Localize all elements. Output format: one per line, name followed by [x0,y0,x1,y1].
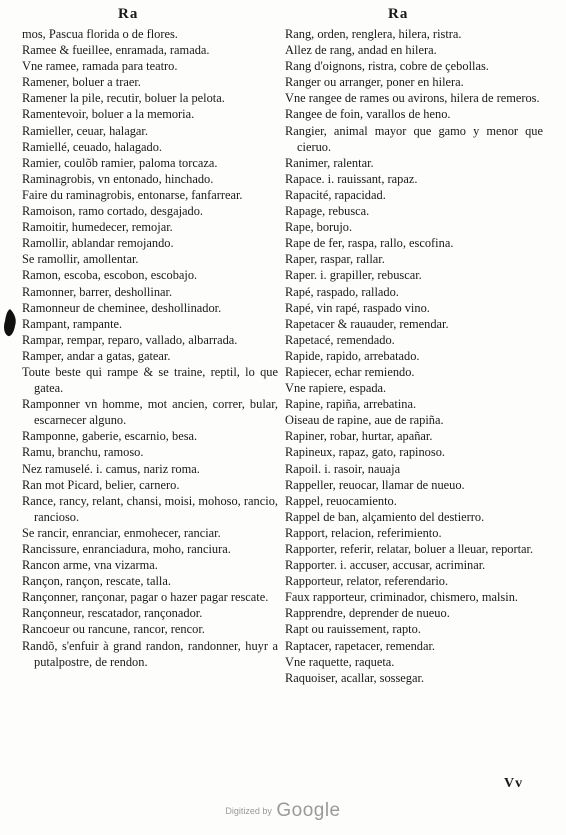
dictionary-entry: Rancoeur ou rancune, rancor, rencor. [22,622,205,637]
dictionary-entry: Ramee & fueillee, enramada, ramada. [22,43,210,58]
dictionary-entry: Ramper, andar a gatas, gatear. [22,348,171,363]
dictionary-entry: Rangee de foin, varallos de heno. [285,107,451,122]
running-header [0,6,566,26]
dictionary-entry: Rapage, rebusca. [285,204,370,219]
dictionary-entry: Ranger ou arranger, poner en hilera. [285,75,464,90]
signature-mark: Vv [504,776,524,791]
dictionary-entry: Nez ramuselé. i. camus, nariz roma. [22,461,200,476]
dictionary-entry: Rapacité, rapacidad. [285,187,386,202]
dictionary-entry: Allez de rang, andad en hilera. [285,43,437,58]
dictionary-entry: Ramoison, ramo cortado, desgajado. [22,204,203,219]
dictionary-entry: Rape, borujo. [285,220,353,235]
dictionary-entry: Rampar, rempar, reparo, vallado, albarrada. [22,332,238,347]
dictionary-entry: Rang d'oignons, ristra, cobre de çebollas. [285,59,489,74]
dictionary-entry: Rancissure, enranciadura, moho, ranciura. [22,542,231,556]
dictionary-entry: Ramener, boluer a traer. [22,75,141,90]
watermark-prefix: Digitized by [225,806,272,816]
dictionary-entry: Oiseau de rapine, aue de rapiña. [285,413,444,428]
dictionary-entry: Rancon arme, vna vizarma. [22,558,158,573]
dictionary-entry: Rapporter. i. accuser, accusar, acriminar. [285,558,486,573]
dictionary-entry: Ramieller, ceuar, halagar. [22,123,148,138]
dictionary-entry: Rapé, raspado, rallado. [285,284,399,299]
left-column [22,26,278,670]
dictionary-entry: Ramonner, barrer, deshollinar. [22,284,173,299]
dictionary-entry: Rapprendre, deprender de nueuo. [285,606,450,621]
header-right: Ra [388,6,409,22]
dictionary-entry: Rape de fer, raspa, rallo, escofina. [285,236,454,251]
dictionary-entry: Rançonner, rançonar, pagar o hazer pagar rescate. [22,590,269,605]
dictionary-entry: Faire du raminagrobis, entonarse, fanfarrear. [22,187,243,202]
dictionary-entry: Faux rapporteur, criminador, chismero, malsin. [285,590,518,605]
dictionary-entry: Raper, raspar, rallar. [285,252,385,267]
dictionary-entry: Vne rapiere, espada. [285,381,387,396]
dictionary-entry: Rapporteur, relator, referendario. [285,574,449,589]
dictionary-entry: Raminagrobis, vn entonado, hinchado. [22,171,214,186]
dictionary-entry: Rapt ou rauissement, rapto. [285,622,421,637]
dictionary-entry: Rapporter, referir, relatar, boluer a lleuar, reportar. [285,542,534,556]
dictionary-entry: Rangier, animal mayor que gamo y menor que cieruo. [285,123,543,154]
dictionary-entry: Rappel, reuocamiento. [285,493,397,508]
dictionary-entry: Ramponne, gaberie, escarnio, besa. [22,429,198,444]
dictionary-entry: Rampant, rampante. [22,316,123,331]
dictionary-entry: Raquoiser, acallar, sossegar. [285,670,425,685]
dictionary-entry: Ramonneur de cheminee, deshollinador. [22,300,222,315]
ink-blot-mark [2,308,18,338]
right-column [285,26,543,686]
dictionary-entry: Rapace. i. rauissant, rapaz. [285,171,418,186]
dictionary-entry: Ran mot Picard, belier, carnero. [22,477,180,492]
dictionary-entry: Ramu, branchu, ramoso. [22,445,144,460]
dictionary-entry: Rapiner, robar, hurtar, apañar. [285,429,433,444]
dictionary-entry: Randõ, s'enfuir à grand randon, randonner, huyr a putalpostre, de rendon. [22,638,278,669]
dictionary-entry: Ramon, escoba, escobon, escobajo. [22,268,198,283]
dictionary-entry: Se ramollir, amollentar. [22,252,139,267]
dictionary-entry: Ramollir, ablandar remojando. [22,236,174,251]
dictionary-entry: Ramiellé, ceuado, halagado. [22,139,163,154]
dictionary-entry: Rapetacé, remendado. [285,332,395,347]
dictionary-entry: Ramentevoir, boluer a la memoria. [22,107,195,122]
dictionary-entry: Rapetacer & rauauder, remendar. [285,316,449,331]
dictionary-entry: Se rancir, enranciar, enmohecer, ranciar. [22,525,221,540]
header-left: Ra [118,6,139,22]
dictionary-entry: Rappel de ban, alçamiento del destierro. [285,509,485,524]
dictionary-entry: Vne ramee, ramada para teatro. [22,59,178,74]
dictionary-entry: Rance, rancy, relant, chansi, moisi, mohoso, rancio, rancioso. [22,493,278,524]
dictionary-entry: Vne rangee de rames ou avirons, hilera de remeros. [285,91,540,106]
dictionary-entry: Toute beste qui rampe & se traine, reptil, lo que gatea. [22,364,278,396]
dictionary-entry: Rapineux, rapaz, gato, rapinoso. [285,445,445,460]
dictionary-entry: Rapiecer, echar remiendo. [285,364,415,379]
dictionary-entry: Ramier, coulõb ramier, paloma torcaza. [22,155,218,170]
dictionary-entry: Rapé, vin rapé, raspado vino. [285,300,430,315]
dictionary-entry: Rappeller, reuocar, llamar de nueuo. [285,477,465,492]
dictionary-entry: Ramponner vn homme, mot ancien, correr, bular, escarnecer alguno. [22,397,278,428]
dictionary-entry: Rapide, rapido, arrebatado. [285,348,420,363]
digitized-watermark [0,800,566,822]
dictionary-entry: Raptacer, rapetacer, remendar. [285,638,436,653]
watermark-brand: Google [276,800,341,821]
dictionary-entry: Rançonneur, rescatador, rançonador. [22,606,203,621]
dictionary-entry: Rapport, relacion, referimiento. [285,525,442,540]
dictionary-entry: Rançon, rançon, rescate, talla. [22,574,171,589]
dictionary-entry: Raper. i. grapiller, rebuscar. [285,268,422,283]
dictionary-entry: Ramener la pile, recutir, boluer la pelota. [22,91,225,106]
dictionary-entry: Ranimer, ralentar. [285,155,374,170]
dictionary-entry: Rapine, rapiña, arrebatina. [285,397,417,412]
dictionary-entry: mos, Pascua florida o de flores. [22,27,178,41]
dictionary-entry: Rang, orden, renglera, hilera, ristra. [285,27,462,41]
dictionary-entry: Rapoil. i. rasoir, nauaja [285,461,401,476]
dictionary-entry: Vne raquette, raqueta. [285,654,395,669]
dictionary-entry: Ramoitir, humedecer, remojar. [22,220,173,235]
